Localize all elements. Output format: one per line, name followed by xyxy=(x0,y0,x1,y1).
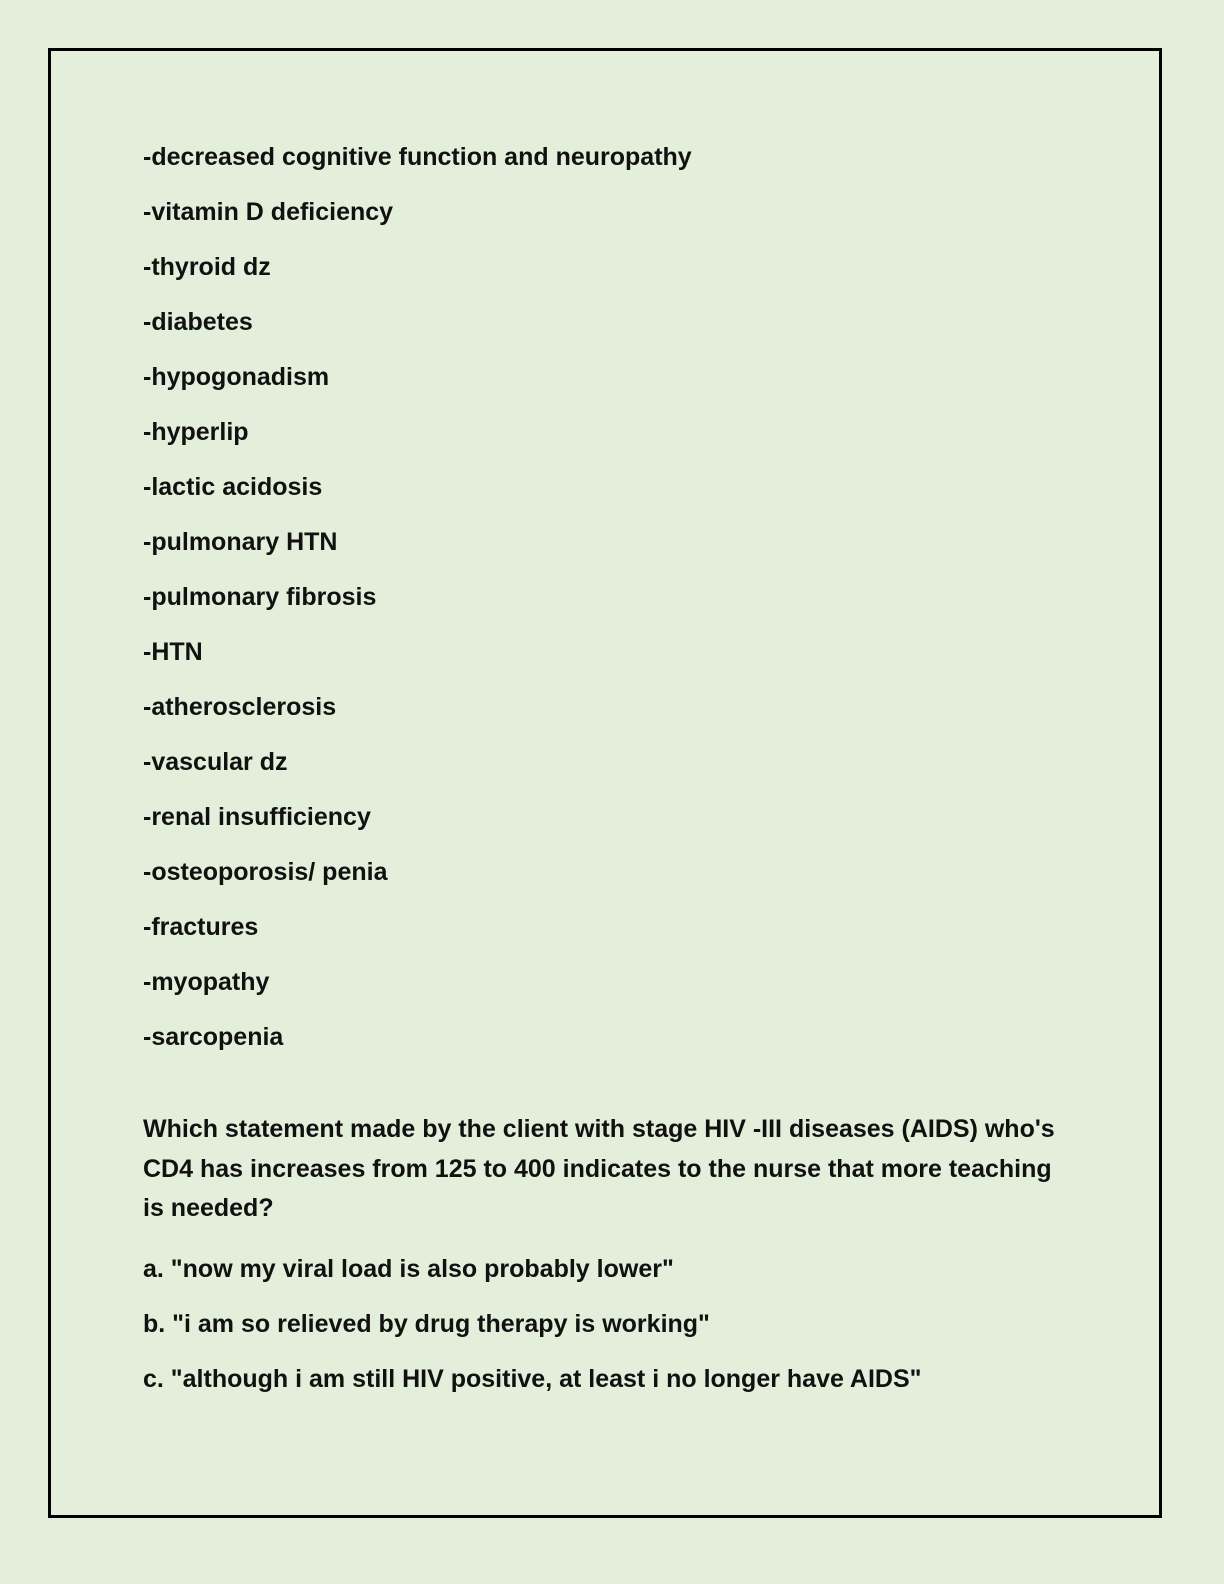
list-item: -lactic acidosis xyxy=(143,473,323,501)
complication-list xyxy=(143,142,1063,1052)
list-item: -vascular dz xyxy=(143,748,288,776)
list-item: -atherosclerosis xyxy=(143,693,337,721)
list-item: -fractures xyxy=(143,913,259,941)
list-item: -myopathy xyxy=(143,968,270,996)
list-item: -sarcopenia xyxy=(143,1023,284,1051)
list-item: -renal insufficiency xyxy=(143,803,371,831)
question-text: Which statement made by the client with stage HIV -III diseases (AIDS) who's CD4 has increases from 125 to 400 indicates to the nurse that more teaching is needed? xyxy=(143,1115,1055,1222)
list-item: -HTN xyxy=(143,638,203,666)
list-item: -pulmonary HTN xyxy=(143,528,338,556)
answer-option-c: c. "although i am still HIV positive, at least i no longer have AIDS" xyxy=(143,1364,922,1393)
list-item: -pulmonary fibrosis xyxy=(143,583,377,611)
list-item: -vitamin D deficiency xyxy=(143,198,394,226)
list-item: -decreased cognitive function and neuropathy xyxy=(143,143,692,171)
answer-option-a: a. "now my viral load is also probably lower" xyxy=(143,1254,674,1283)
answer-options xyxy=(143,1254,1063,1394)
list-item: -osteoporosis/ penia xyxy=(143,858,388,886)
list-item: -thyroid dz xyxy=(143,253,271,281)
list-item: -diabetes xyxy=(143,308,253,336)
list-item: -hyperlip xyxy=(143,418,249,446)
document-content xyxy=(143,142,1063,1419)
answer-option-b: b. "i am so relieved by drug therapy is working" xyxy=(143,1309,710,1338)
list-item: -hypogonadism xyxy=(143,363,330,391)
